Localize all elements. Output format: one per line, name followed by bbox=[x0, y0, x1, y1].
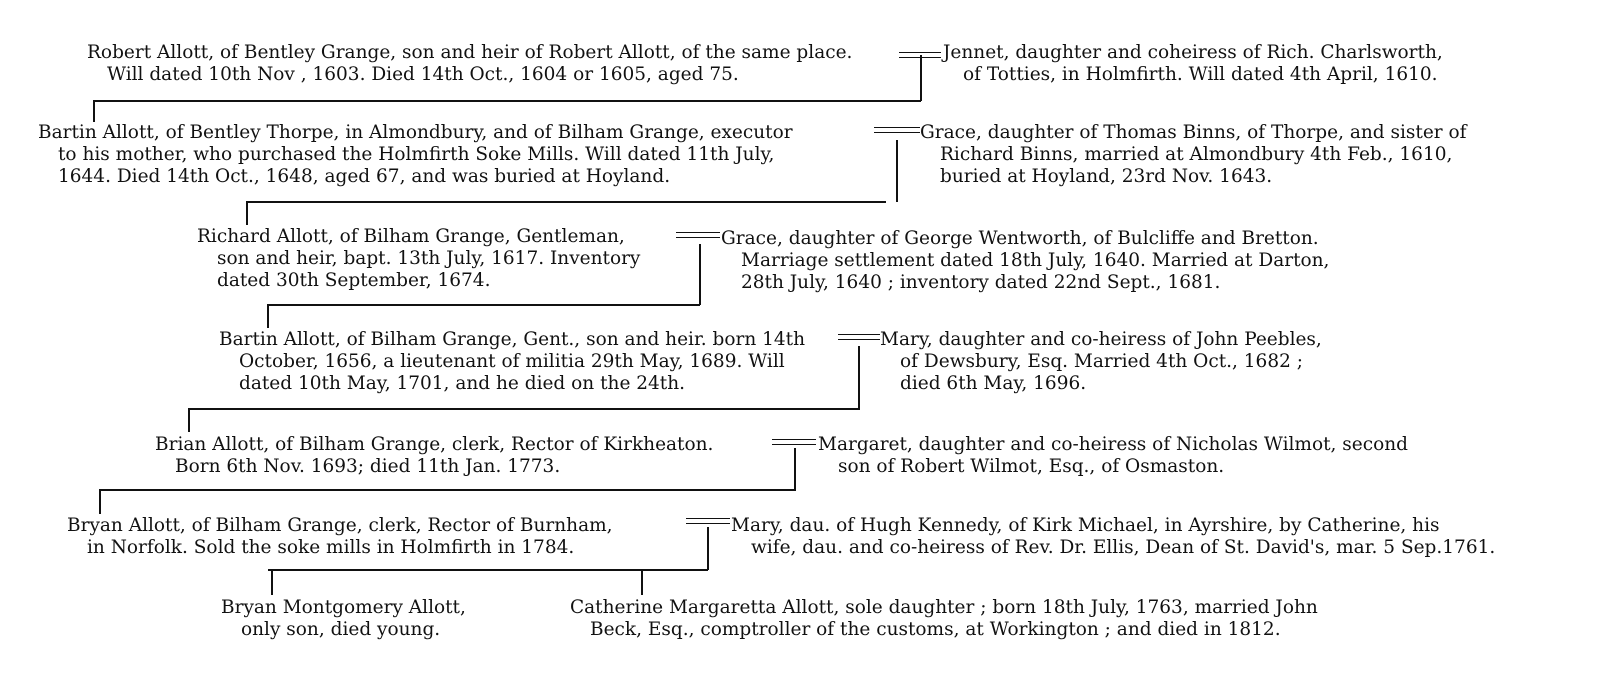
descent-line bbox=[896, 140, 898, 202]
descent-line bbox=[99, 489, 101, 514]
spouse-line: of Dewsbury, Esq. Married 4th Oct., 1682 ; bbox=[900, 351, 1303, 372]
spouse-mary-kennedy bbox=[731, 515, 1495, 559]
descent-line bbox=[699, 244, 701, 305]
marriage-symbol bbox=[838, 334, 880, 340]
child-bryan-montgomery-allott bbox=[221, 597, 466, 641]
descent-line bbox=[99, 489, 796, 491]
descent-line bbox=[794, 448, 796, 490]
descent-line bbox=[246, 201, 886, 203]
descent-line bbox=[920, 55, 922, 101]
child-line: Bryan Montgomery Allott, bbox=[221, 597, 466, 618]
person-line: Born 6th Nov. 1693; died 11th Jan. 1773. bbox=[175, 456, 561, 477]
person-line: Will dated 10th Nov , 1603. Died 14th Oct., 1604 or 1605, aged 75. bbox=[107, 64, 739, 85]
descent-line bbox=[858, 346, 860, 408]
spouse-line: Jennet, daughter and coheiress of Rich. Charlsworth, bbox=[943, 42, 1443, 63]
child-line: Beck, Esq., comptroller of the customs, at Workington ; and died in 1812. bbox=[590, 619, 1281, 640]
person-brian-allott bbox=[155, 434, 713, 478]
spouse-line: Richard Binns, married at Almondbury 4th Feb., 1610, bbox=[940, 144, 1453, 165]
spouse-margaret-wilmot bbox=[818, 434, 1408, 478]
person-line: in Norfolk. Sold the soke mills in Holmfirth in 1784. bbox=[87, 537, 575, 558]
descent-line bbox=[267, 304, 700, 306]
person-line: Bartin Allott, of Bentley Thorpe, in Almondbury, and of Bilham Grange, executor bbox=[38, 122, 793, 143]
spouse-line: son of Robert Wilmot, Esq., of Osmaston. bbox=[838, 456, 1225, 477]
spouse-grace-wentworth bbox=[721, 228, 1329, 294]
child-catherine-margaretta-allott bbox=[570, 597, 1318, 641]
spouse-grace-binns bbox=[920, 122, 1467, 188]
descent-line bbox=[271, 569, 273, 595]
person-line: 1644. Died 14th Oct., 1648, aged 67, and was buried at Hoyland. bbox=[58, 166, 671, 187]
person-line: Robert Allott, of Bentley Grange, son and heir of Robert Allott, of the same place. bbox=[87, 42, 853, 63]
person-line: dated 10th May, 1701, and he died on the 24th. bbox=[239, 373, 686, 394]
descent-line bbox=[93, 100, 95, 122]
descent-line bbox=[188, 408, 860, 410]
spouse-line: 28th July, 1640 ; inventory dated 22nd Sept., 1681. bbox=[741, 272, 1221, 293]
spouse-line: died 6th May, 1696. bbox=[900, 373, 1087, 394]
marriage-symbol bbox=[772, 439, 816, 445]
spouse-line: buried at Hoyland, 23rd Nov. 1643. bbox=[940, 166, 1273, 187]
spouse-line: Grace, daughter of Thomas Binns, of Thorpe, and sister of bbox=[920, 122, 1467, 143]
descent-line bbox=[188, 408, 190, 432]
descent-line bbox=[93, 100, 921, 102]
spouse-line: Mary, daughter and co-heiress of John Peebles, bbox=[880, 329, 1322, 350]
person-line: Bryan Allott, of Bilham Grange, clerk, Rector of Burnham, bbox=[67, 515, 613, 536]
person-line: dated 30th September, 1674. bbox=[217, 270, 491, 291]
descent-line bbox=[246, 201, 248, 225]
marriage-symbol bbox=[874, 127, 920, 133]
descent-line bbox=[641, 569, 643, 595]
spouse-line: Mary, dau. of Hugh Kennedy, of Kirk Michael, in Ayrshire, by Catherine, his bbox=[731, 515, 1440, 536]
descent-line bbox=[707, 527, 709, 570]
person-line: Brian Allott, of Bilham Grange, clerk, Rector of Kirkheaton. bbox=[155, 434, 714, 455]
descent-line bbox=[267, 304, 269, 328]
spouse-line: Grace, daughter of George Wentworth, of Bulcliffe and Bretton. bbox=[721, 228, 1319, 249]
person-line: Richard Allott, of Bilham Grange, Gentleman, bbox=[197, 226, 625, 247]
person-bartin-allott-1 bbox=[38, 122, 793, 188]
person-line: October, 1656, a lieutenant of militia 29th May, 1689. Will bbox=[239, 351, 785, 372]
person-line: Bartin Allott, of Bilham Grange, Gent., son and heir. born 14th bbox=[219, 329, 806, 350]
spouse-line: wife, dau. and co-heiress of Rev. Dr. Ellis, Dean of St. David's, mar. 5 Sep.1761. bbox=[751, 537, 1496, 558]
marriage-symbol bbox=[686, 518, 730, 524]
spouse-line: Marriage settlement dated 18th July, 1640. Married at Darton, bbox=[741, 250, 1330, 271]
person-bartin-allott-2 bbox=[219, 329, 805, 395]
spouse-line: Margaret, daughter and co-heiress of Nicholas Wilmot, second bbox=[818, 434, 1408, 455]
person-robert-allott bbox=[87, 42, 852, 86]
child-line: only son, died young. bbox=[241, 619, 441, 640]
child-line: Catherine Margaretta Allott, sole daughter ; born 18th July, 1763, married John bbox=[570, 597, 1318, 618]
spouse-mary-peebles bbox=[880, 329, 1322, 395]
person-line: to his mother, who purchased the Holmfirth Soke Mills. Will dated 11th July, bbox=[58, 144, 775, 165]
person-richard-allott bbox=[197, 226, 640, 292]
spouse-jennet bbox=[943, 42, 1443, 86]
person-bryan-allott bbox=[67, 515, 613, 559]
marriage-symbol bbox=[676, 232, 720, 238]
person-line: son and heir, bapt. 13th July, 1617. Inventory bbox=[217, 248, 641, 269]
spouse-line: of Totties, in Holmfirth. Will dated 4th April, 1610. bbox=[963, 64, 1438, 85]
